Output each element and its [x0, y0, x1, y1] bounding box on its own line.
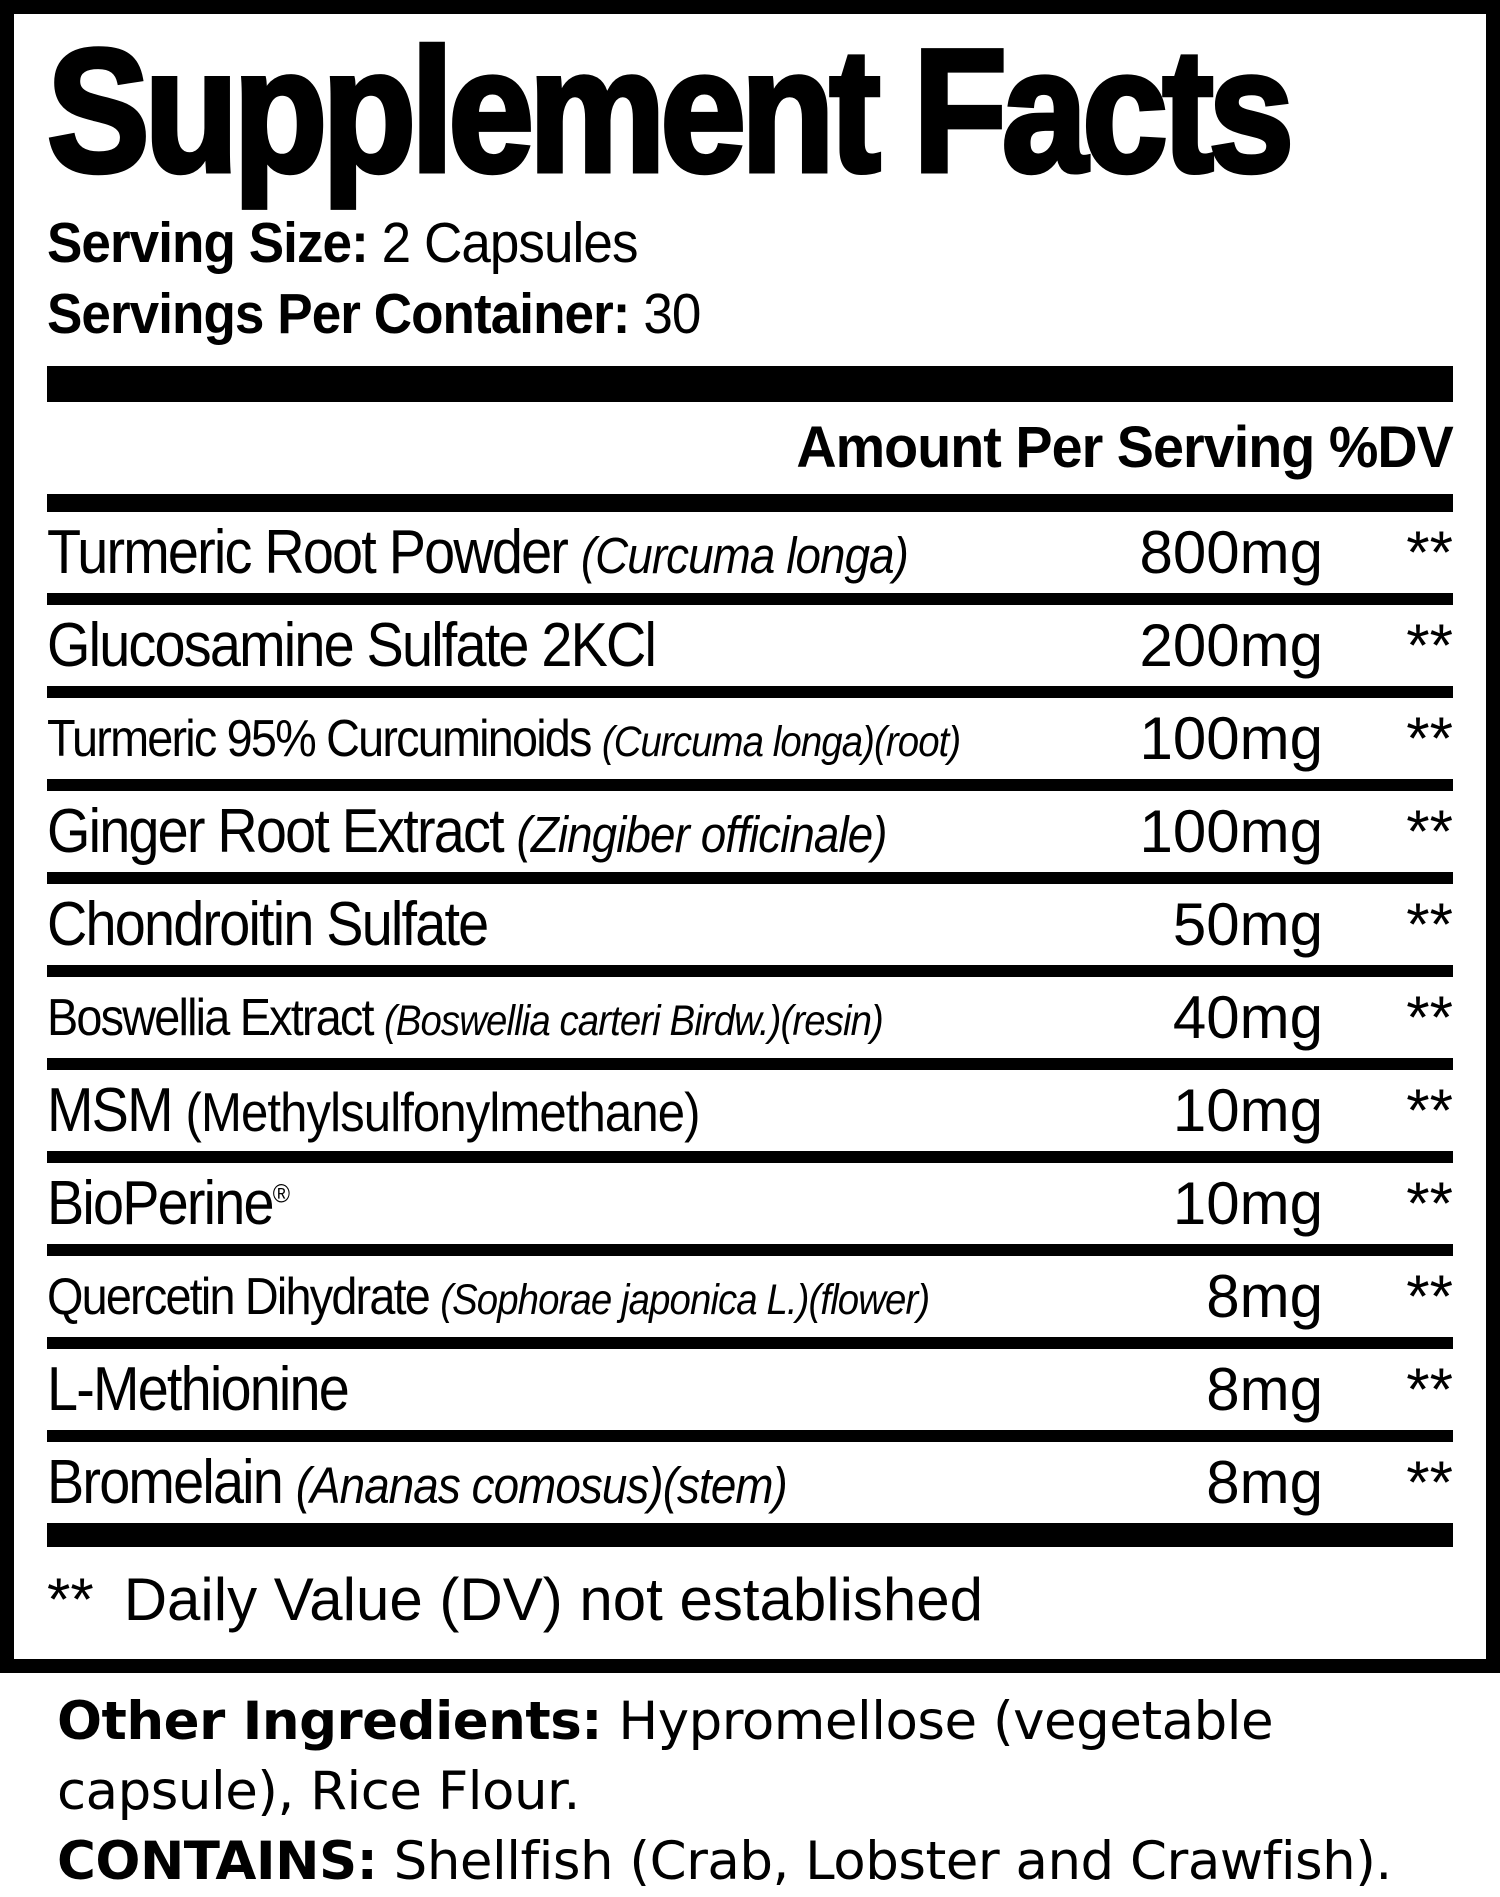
ingredient-dv: **	[1406, 1449, 1453, 1516]
ingredient-name-text: MSM (Methylsulfonylmethane)	[47, 1076, 700, 1145]
ingredient-dv: **	[1406, 1170, 1453, 1237]
servings-per-container-label: Servings Per Container:	[47, 282, 630, 346]
serving-size-value: 2 Capsules	[381, 211, 638, 275]
ingredient-name	[47, 1075, 1093, 1146]
contains-text: Shellfish (Crab, Lobster and Crawfish).	[393, 1831, 1392, 1892]
ingredient-row	[47, 605, 1453, 698]
servings-per-container-line	[47, 279, 1453, 350]
ingredient-row	[47, 1442, 1453, 1547]
other-ingredients-paragraph	[57, 1687, 1470, 1827]
dv-footnote-text: Daily Value (DV) not established	[123, 1566, 984, 1633]
ingredient-name-text: BioPerine®	[47, 1169, 291, 1238]
ingredient-amount: 100mg	[1139, 798, 1323, 865]
registered-mark: ®	[272, 1178, 291, 1209]
ingredient-amount: 200mg	[1139, 612, 1323, 679]
ingredient-name	[47, 796, 1093, 867]
ingredient-name	[47, 1168, 1093, 1239]
ingredient-latin-name: (Sophorae japonica L.)(flower)	[440, 1275, 930, 1324]
columns-header: Amount Per Serving %DV	[796, 415, 1453, 480]
ingredient-note: (Methylsulfonylmethane)	[185, 1082, 700, 1143]
ingredient-amount: 800mg	[1139, 519, 1323, 586]
ingredient-amount: 50mg	[1172, 891, 1323, 958]
ingredient-name-text: Turmeric 95% Curcuminoids (Curcuma longa)(root)	[47, 709, 961, 768]
ingredient-row	[47, 512, 1453, 605]
ingredient-dv: **	[1406, 984, 1453, 1051]
ingredient-name	[47, 889, 1093, 960]
panel-title-row	[47, 14, 1453, 209]
ingredient-rows	[47, 512, 1453, 1547]
ingredient-name	[47, 1354, 1093, 1425]
ingredient-dv: **	[1406, 1263, 1453, 1330]
separator-bar-under-header	[47, 494, 1453, 512]
columns-header-row	[47, 415, 1453, 481]
servings-per-container-value: 30	[643, 282, 701, 346]
ingredient-name	[47, 610, 1093, 681]
ingredient-latin-name: (Ananas comosus)(stem)	[295, 1457, 787, 1514]
ingredient-name	[47, 709, 1093, 769]
other-ingredients-text: Hypromellose (vegetable capsule), Rice Flour.	[57, 1691, 1274, 1822]
ingredient-name-text: Glucosamine Sulfate 2KCl	[47, 611, 656, 680]
ingredient-row	[47, 1349, 1453, 1442]
ingredient-amount: 8mg	[1206, 1449, 1323, 1516]
ingredient-name	[47, 988, 1093, 1048]
ingredient-row	[47, 791, 1453, 884]
ingredient-name	[47, 1267, 1093, 1327]
other-ingredients-label: Other Ingredients:	[57, 1691, 602, 1752]
ingredient-row	[47, 1070, 1453, 1163]
ingredient-name-text: Ginger Root Extract (Zingiber officinale)	[47, 797, 887, 866]
ingredient-amount: 8mg	[1206, 1356, 1323, 1423]
contains-label: CONTAINS:	[57, 1831, 378, 1892]
dv-footnote	[47, 1547, 1453, 1659]
ingredient-row	[47, 698, 1453, 791]
ingredient-amount: 8mg	[1206, 1263, 1323, 1330]
ingredient-dv: **	[1406, 798, 1453, 865]
ingredient-row	[47, 884, 1453, 977]
contains-paragraph	[57, 1827, 1470, 1897]
ingredient-dv: **	[1406, 612, 1453, 679]
ingredient-latin-name: (Zingiber officinale)	[516, 806, 887, 863]
ingredient-latin-name: (Curcuma longa)(root)	[601, 717, 961, 766]
dv-footnote-mark: **	[47, 1566, 94, 1633]
ingredient-latin-name: (Curcuma longa)	[580, 527, 908, 584]
ingredient-row	[47, 977, 1453, 1070]
ingredient-name-text: Bromelain (Ananas comosus)(stem)	[47, 1448, 787, 1517]
ingredient-amount: 10mg	[1172, 1077, 1323, 1144]
ingredient-name	[47, 517, 1093, 588]
ingredient-name-text: Turmeric Root Powder (Curcuma longa)	[47, 518, 908, 587]
ingredient-row	[47, 1256, 1453, 1349]
ingredient-amount: 40mg	[1172, 984, 1323, 1051]
ingredient-row	[47, 1163, 1453, 1256]
separator-bar-thick-top	[47, 366, 1453, 402]
other-ingredients-section	[57, 1687, 1470, 1897]
serving-info	[47, 208, 1453, 350]
serving-size-line	[47, 208, 1453, 279]
ingredient-dv: **	[1406, 891, 1453, 958]
ingredient-dv: **	[1406, 519, 1453, 586]
ingredient-name-text: L-Methionine	[47, 1355, 348, 1424]
ingredient-dv: **	[1406, 705, 1453, 772]
panel-title: Supplement Facts	[47, 14, 1289, 209]
ingredient-dv: **	[1406, 1356, 1453, 1423]
ingredient-dv: **	[1406, 1077, 1453, 1144]
ingredient-name-text: Chondroitin Sulfate	[47, 890, 488, 959]
ingredient-amount: 100mg	[1139, 705, 1323, 772]
ingredient-name-text: Quercetin Dihydrate (Sophorae japonica L.)(flower)	[47, 1267, 930, 1326]
ingredient-latin-name: (Boswellia carteri Birdw.)(resin)	[383, 996, 883, 1045]
ingredient-name-text: Boswellia Extract (Boswellia carteri Birdw.)(resin)	[47, 988, 883, 1047]
serving-size-label: Serving Size:	[47, 211, 368, 275]
ingredient-name	[47, 1447, 1093, 1518]
ingredient-amount: 10mg	[1172, 1170, 1323, 1237]
